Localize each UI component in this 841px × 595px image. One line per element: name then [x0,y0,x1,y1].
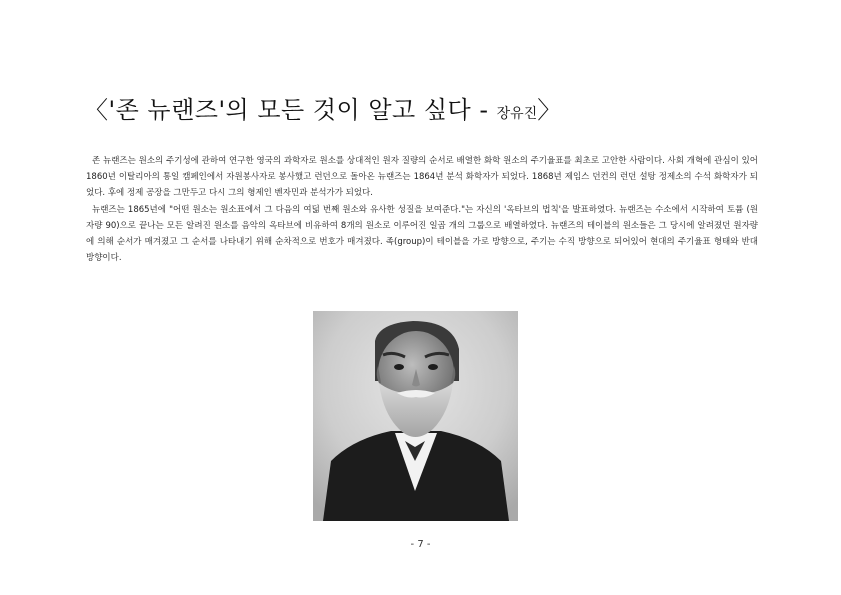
title-close-bracket: 〉 [537,96,562,124]
body-text [86,153,758,266]
paragraph-2: 뉴랜즈는 1865년에 "어떤 원소는 원소표에서 그 다음의 여덟 번째 원소와 유사한 성질을 보여준다."는 자신의 '옥타브의 법칙'을 발표하였다. 뉴랜즈는 수소에서 시작하여 토륨 (원자량 90)으로 끝나는 모든 알려진 원소를 음악의 옥타브에 비유하여 8개의 원소로 이루어진 일곱 개의 그룹으로 배열하였다. 뉴랜즈의 테이블의 원소들은 그 당시에 알려졌던 원자량에 의해 순서가 매겨졌고 그 순서를 나타내기 위해 순차적으로 번호가 매겨졌다. 족(group)이 테이블을 가로 방향으로, 주기는 수직 방향으로 되어있어 현대의 주기율표 형태와 반대 방향이다. [86,204,758,264]
paragraph-1: 존 뉴랜즈는 원소의 주기성에 관하여 연구한 영국의 과학자로 원소를 상대적인 원자 질량의 순서로 배열한 화학 원소의 주기율표를 최초로 고안한 사람이다. 사회 개혁에 관심이 있어 1860년 이탈리아의 통일 캠페인에서 자원봉사자로 봉사했고 런던으로 돌아온 뉴랜즈는 1864년 분석 화학자가 되었다. 1868년 제임스 던컨의 런던 설탕 정제소의 수석 화학자가 되었다. 후에 정제 공장을 그만두고 다시 그의 형제인 벤자민과 분석가가 되었다. [86,156,758,199]
page-title [84,92,784,132]
title-text: 〈'존 뉴랜즈'의 모든 것이 알고 싶다 - [84,96,497,124]
author-name: 장유진 [496,106,538,122]
portrait-photo [313,311,518,521]
page-number: - 7 - [410,539,431,550]
